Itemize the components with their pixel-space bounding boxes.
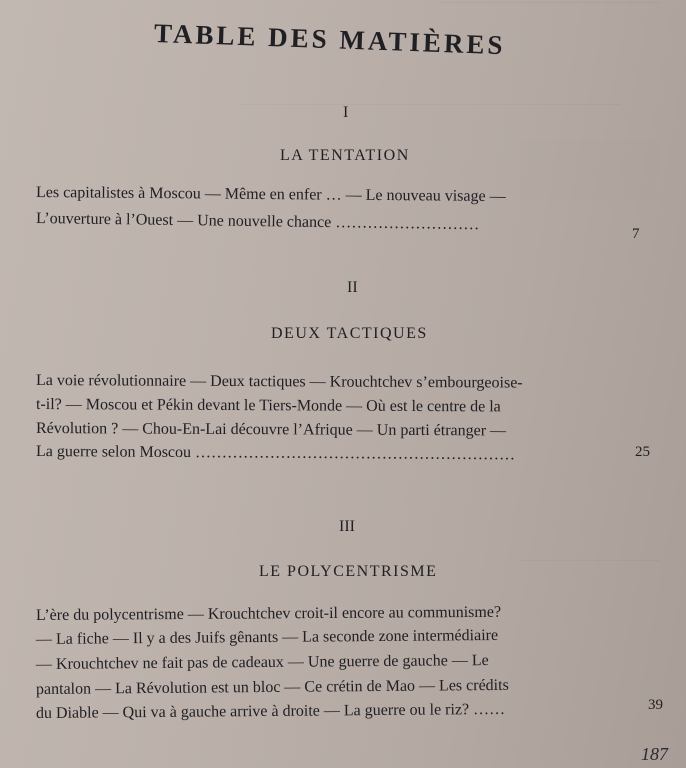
section-2-page-number: 25: [635, 444, 650, 460]
page-title: TABLE DES MATIÈRES: [153, 18, 506, 61]
section-2-heading: DEUX TACTIQUES: [271, 325, 428, 342]
section-3-heading: LE POLYCENTRISME: [259, 563, 438, 580]
section-1-page-number: 7: [632, 226, 640, 242]
section-3-line-5: du Diable — Qui va à gauche arrive à droite — La guerre ou le riz? ……: [35, 700, 506, 722]
section-3-line-1: L’ère du polycentrisme — Krouchtchev croit-il encore au communisme?: [35, 603, 502, 624]
section-3-page-number: 39: [648, 697, 663, 713]
section-1-heading: LA TENTATION: [280, 147, 410, 164]
section-2-line-3: Révolution ? — Chou-En-Lai découvre l’Afrique — Un parti étranger —: [35, 420, 507, 440]
section-3-line-2: — La fiche — Il y a des Juifs gênants — La seconde zone intermédiaire: [35, 626, 499, 648]
section-1-line-1: Les capitalistes à Moscou — Même en enfer … — Le nouveau visage —: [35, 184, 506, 206]
section-1-line-2: L’ouverture à l’Ouest — Une nouvelle chance ………………………: [35, 210, 480, 234]
section-3-numeral: III: [339, 518, 355, 535]
section-1-numeral: I: [343, 104, 349, 121]
show-through-band: [520, 140, 660, 200]
show-through-band: [440, 2, 660, 17]
section-2-numeral: II: [347, 279, 358, 296]
section-2-line-1: La voie révolutionnaire — Deux tactiques — Krouchtchev s’embourgeoise-: [35, 372, 523, 392]
section-2-line-2: t-il? — Moscou et Pékin devant le Tiers-Monde — Où est le centre de la: [35, 396, 501, 416]
section-3-line-4: pantalon — La Révolution est un bloc — Ce crétin de Mao — Les crédits: [35, 676, 509, 698]
folio-page-number: 187: [641, 744, 668, 764]
section-2-line-4: La guerre selon Moscou ……………………………………………………: [35, 443, 516, 464]
show-through-band: [240, 88, 620, 105]
show-through-band: [520, 540, 660, 561]
section-3-line-3: — Krouchtchev ne fait pas de cadeaux — Une guerre de gauche — Le: [35, 652, 489, 673]
